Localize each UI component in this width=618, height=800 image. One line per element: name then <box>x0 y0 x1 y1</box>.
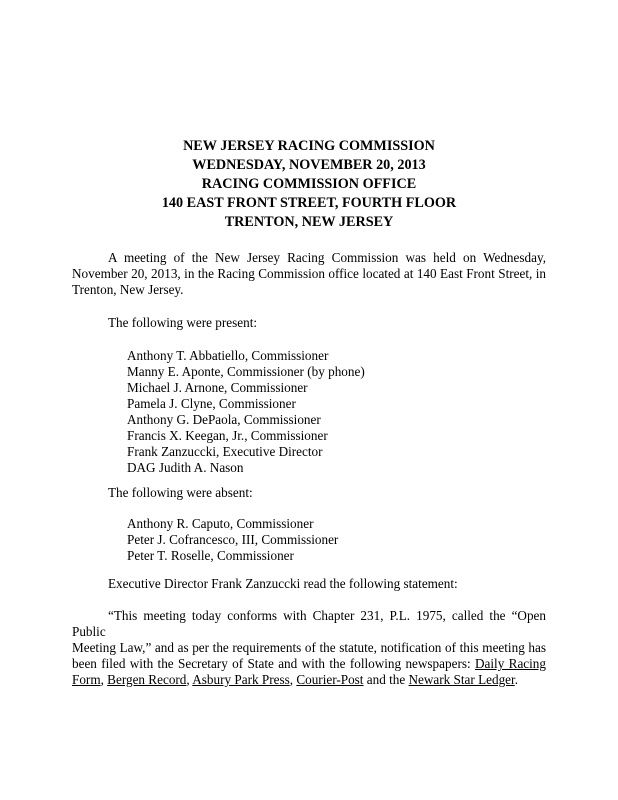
statement-line-3: been filed with the Secretary of State and with the following newspapers: <box>72 656 475 671</box>
list-item: Michael J. Arnone, Commissioner <box>127 380 308 395</box>
list-item: Peter T. Roselle, Commissioner <box>127 548 294 563</box>
list-item: Peter J. Cofrancesco, III, Commissioner <box>127 532 339 547</box>
list-item: Frank Zanzuccki, Executive Director <box>127 444 323 459</box>
newspaper-courier-post: Courier-Post <box>296 672 364 687</box>
intro-paragraph <box>72 250 546 298</box>
present-list <box>127 348 365 476</box>
list-item: Anthony T. Abbatiello, Commissioner <box>127 348 329 363</box>
list-item: Anthony G. DePaola, Commissioner <box>127 412 321 427</box>
list-item: Pamela J. Clyne, Commissioner <box>127 396 296 411</box>
present-label: The following were present: <box>108 315 258 330</box>
intro-line-3: Trenton, New Jersey. <box>72 282 184 297</box>
intro-line-1: A meeting of the New Jersey Racing Commission was held on Wednesday, <box>108 250 546 265</box>
absent-label: The following were absent: <box>108 485 253 500</box>
statement-line-1: “This meeting today conforms with Chapter 231, P.L. 1975, called the “Open Public <box>72 608 546 639</box>
list-item: DAG Judith A. Nason <box>127 460 244 475</box>
header-line-date: WEDNESDAY, NOVEMBER 20, 2013 <box>192 157 426 173</box>
statement-line-2: Meeting Law,” and as per the requirements of the statute, notification of this meeting has <box>72 640 546 655</box>
newspaper-bergen-record: Bergen Record <box>107 672 187 687</box>
statement-intro: Executive Director Frank Zanzuccki read the following statement: <box>108 576 458 591</box>
header-line-city: TRENTON, NEW JERSEY <box>224 214 394 230</box>
absent-list <box>127 516 338 564</box>
list-item: Francis X. Keegan, Jr., Commissioner <box>127 428 328 443</box>
newspaper-daily-racing-form-cont: Form <box>72 672 101 687</box>
document-header <box>0 137 618 232</box>
intro-line-2: November 20, 2013, in the Racing Commission office located at 140 East Front Street, in <box>72 266 546 281</box>
list-item: Anthony R. Caputo, Commissioner <box>127 516 314 531</box>
statement-paragraph: “This meeting today conforms with Chapter 231, P.L. 1975, called the “Open Public Meeting Law,” and as per the requirements of the statute, notification of this meeting has been filed with the Secretary of State and with the following newspapers: Daily Racing Form, Bergen Record, Asbury Park Press, Courier-Post and the Newark Star Ledger. <box>72 608 546 687</box>
header-line-street: 140 EAST FRONT STREET, FOURTH FLOOR <box>161 195 457 211</box>
newspaper-asbury-park-press: Asbury Park Press <box>192 672 290 687</box>
list-item: Manny E. Aponte, Commissioner (by phone) <box>127 364 365 379</box>
header-line-office: RACING COMMISSION OFFICE <box>201 176 417 192</box>
newspaper-daily-racing-form: Daily Racing <box>475 656 546 671</box>
newspaper-newark-star-ledger: Newark Star Ledger <box>408 672 515 687</box>
header-line-commission: NEW JERSEY RACING COMMISSION <box>183 138 435 154</box>
